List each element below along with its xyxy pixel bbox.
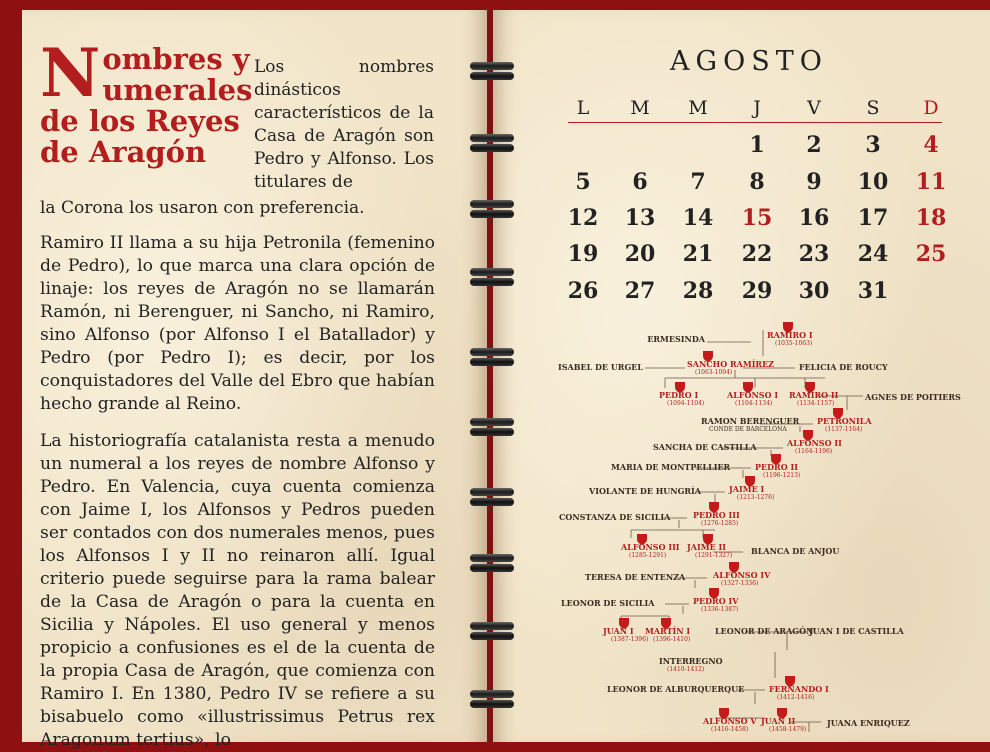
tree-person-alfonso3: ALFONSO III [621, 542, 680, 552]
calendar-month: AGOSTO [670, 46, 828, 77]
ring-loop [470, 488, 514, 496]
paragraph-1: Ramiro II llama a su hija Petronila (femenino de Pedro), lo que marca una clara opción de linaje: los reyes de Aragón no se llamarán Ramón, ni Berenguer, ni Sancho, ni Ramiro, sino Alfonso (por Alfonso I el Batallador) y Pedro (por Pedro I); es decir, por los conquistadores del Valle del Ebro que habían hecho grande al Reino. [40, 233, 436, 414]
calendar-day: 19 [567, 241, 599, 267]
tree-person-martin1: MARTÍN I [645, 626, 691, 636]
tree-reign-dates: (1285-1291) [629, 552, 667, 559]
ring-loop [470, 134, 514, 142]
spiral-ring [466, 130, 516, 156]
tree-person-pedro1: PEDRO I [659, 390, 699, 400]
ring-loop [470, 428, 514, 436]
tree-person-maria: MARIA DE MONTPELLIER [611, 462, 731, 472]
calendar-day: 4 [923, 132, 939, 158]
calendar-day: 10 [857, 169, 889, 195]
calendar-day: 27 [624, 278, 656, 304]
article-title [40, 34, 253, 169]
title-drop-cap: N [40, 34, 101, 112]
ring-loop [470, 200, 514, 208]
tree-person-juan-castilla: JUAN I DE CASTILLA [809, 626, 904, 636]
tree-person-leonor-sicilia: LEONOR DE SICILIA [561, 598, 655, 608]
tree-reign-dates: (1164-1196) [795, 448, 833, 455]
calendar-day: 13 [624, 205, 656, 231]
calendar-day: 8 [749, 169, 765, 195]
tree-reign-dates: (1094-1104) [667, 400, 705, 407]
ring-loop [470, 72, 514, 80]
calendar-day: 17 [857, 205, 889, 231]
tree-person-juana: JUANA ENRIQUEZ [827, 718, 910, 728]
tree-reign-dates: (1410-1412) [667, 666, 705, 673]
calendar-day: 25 [915, 241, 947, 267]
calendar-day: 12 [567, 205, 599, 231]
spiral-ring [466, 344, 516, 370]
spiral-ring [466, 686, 516, 712]
weekday-header: V [807, 97, 821, 119]
ring-loop [470, 348, 514, 356]
tree-person-alfonso2: ALFONSO II [787, 438, 842, 448]
weekday-header: M [688, 97, 708, 119]
calendar-day: 15 [741, 205, 773, 231]
calendar-day: 20 [624, 241, 656, 267]
calendar-day: 30 [798, 278, 830, 304]
calendar-day: 28 [682, 278, 714, 304]
tree-person-constanza: CONSTANZA DE SICILIA [559, 512, 671, 522]
spiral-ring [466, 550, 516, 576]
calendar-day: 6 [632, 169, 648, 195]
calendar-day: 9 [806, 169, 822, 195]
tree-reign-dates: (1396-1410) [653, 636, 691, 643]
tree-person-agnes: AGNES DE POITIERS [865, 392, 961, 402]
tree-reign-dates: (1416-1458) [711, 726, 749, 733]
ring-loop [470, 62, 514, 70]
ring-loop [470, 554, 514, 562]
ring-loop [470, 210, 514, 218]
ring-loop [470, 418, 514, 426]
spiral-ring [466, 58, 516, 84]
tree-person-pedro4: PEDRO IV [693, 596, 739, 606]
calendar-day: 22 [741, 241, 773, 267]
calendar-day: 2 [806, 132, 822, 158]
tree-reign-dates: (1213-1276) [737, 494, 775, 501]
tree-person-fernando1: FERNANDO I [769, 684, 829, 694]
tree-person-jaime2: JAIME II [687, 542, 726, 552]
title-line-2: umerales [102, 73, 253, 107]
tree-person-sancha: SANCHA DE CASTILLA [653, 442, 757, 452]
tree-person-interregno: INTERREGNO [659, 656, 723, 666]
ring-loop [470, 700, 514, 708]
calendar-day: 24 [857, 241, 889, 267]
tree-reign-dates: (1458-1479) [769, 726, 807, 733]
tree-reign-dates: (1327-1336) [721, 580, 759, 587]
tree-person-alfonso4: ALFONSO IV [713, 570, 771, 580]
tree-reign-dates: (1291-1327) [695, 552, 733, 559]
tree-person-ramiro2: RAMIRO II [789, 390, 839, 400]
intro-text: Los nombres dinásticos característicos de la Casa de Aragón son Pedro y Alfonso. Los titulares de [254, 57, 434, 192]
spiral-ring [466, 414, 516, 440]
calendar-day: 16 [798, 205, 830, 231]
spiral-ring [466, 264, 516, 290]
tree-person-felicia: FELICIA DE ROUCY [799, 362, 888, 372]
tree-person-isabel: ISABEL DE URGEL [558, 362, 643, 372]
tree-reign-dates: (1063-1094) [695, 369, 733, 376]
calendar-day: 29 [741, 278, 773, 304]
calendar-rule [568, 122, 942, 123]
tree-person-ramiro1: RAMIRO I [767, 330, 813, 340]
ring-loop [470, 690, 514, 698]
tree-nodes [558, 322, 961, 733]
weekday-header: D [923, 97, 939, 119]
tree-reign-dates: (1035-1063) [775, 340, 813, 347]
tree-person-subtitle: CONDE DE BARCELONA [709, 426, 787, 433]
family-tree [555, 312, 965, 742]
calendar-day: 31 [857, 278, 889, 304]
calendar-day: 18 [915, 205, 947, 231]
title-line-1: ombres y [102, 42, 250, 76]
calendar-day: 21 [682, 241, 714, 267]
calendar-day: 5 [575, 169, 591, 195]
spiral-ring [466, 618, 516, 644]
weekday-header: M [630, 97, 650, 119]
tree-reign-dates: (1104-1134) [735, 400, 773, 407]
calendar-day: 3 [865, 132, 881, 158]
calendar-day: 26 [567, 278, 599, 304]
tree-reign-dates: (1137-1164) [825, 426, 863, 433]
calendar-day: 14 [682, 205, 714, 231]
ring-loop [470, 144, 514, 152]
weekday-header: J [753, 97, 761, 119]
weekday-header: L [576, 97, 590, 119]
tree-person-jaime1: JAIME I [729, 484, 765, 494]
tree-person-blanca: BLANCA DE ANJOU [751, 546, 840, 556]
calendar-day: 11 [915, 169, 947, 195]
tree-person-teresa: TERESA DE ENTENZA [585, 572, 686, 582]
tree-person-pedro3: PEDRO III [693, 510, 740, 520]
tree-person-petronila: PETRONILA [817, 416, 872, 426]
tree-person-pedro2: PEDRO II [755, 462, 798, 472]
spiral-ring [466, 484, 516, 510]
ring-loop [470, 358, 514, 366]
calendar-day: 23 [798, 241, 830, 267]
tree-person-leonor-alburquerque: LEONOR DE ALBURQUERQUE [607, 684, 745, 694]
calendar-day: 1 [749, 132, 765, 158]
ring-loop [470, 278, 514, 286]
weekday-header: S [866, 97, 880, 119]
tree-person-juan1: JUAN I [603, 626, 634, 636]
tree-reign-dates: (1276-1285) [701, 520, 739, 527]
tree-reign-dates: (1412-1416) [777, 694, 815, 701]
tree-reign-dates: (1196-1213) [763, 472, 801, 479]
ring-loop [470, 564, 514, 572]
spiral-ring [466, 196, 516, 222]
tree-reign-dates: (1336-1387) [701, 606, 739, 613]
intro-text-tail: la Corona los usaron con preferencia. [40, 198, 365, 218]
tree-person-ramon: RAMON BERENGUER [701, 416, 800, 426]
tree-person-ermesinda: ERMESINDA [647, 334, 705, 344]
tree-person-juan2: JUAN II [761, 716, 796, 726]
tree-person-leonor-aragon: LEONOR DE ARAGÓN [715, 626, 814, 636]
tree-person-alfonso5: ALFONSO V [703, 716, 757, 726]
paragraph-2: La historiografía catalanista resta a menudo un numeral a los reyes de nombre Alfonso y Pedro. En Valencia, cuya cuenta comienza con Jaime I, los Alfonsos y Pedros pueden ser contados con dos numerales menos, pues los Alfonsos I y II no reinaron allí. Igual criterio puede seguirse para la rama balear de la Casa de Aragón o para la cuenta en Sicilia y Nápoles. El uso general y menos propicio a confusiones es el de la cuenta de la propia Casa de Aragón, que comienza con Ramiro I. En 1380, Pedro IV se refiere a su bisabuelo como «illustrissimus Petrus rex Aragonum tertius», lo [40, 431, 435, 750]
title-line-3: de los Reyes [40, 104, 240, 138]
calendar-day: 7 [690, 169, 706, 195]
ring-loop [470, 498, 514, 506]
tree-person-alfonso1: ALFONSO I [727, 390, 779, 400]
tree-reign-dates: (1134-1157) [797, 400, 835, 407]
title-line-4: de Aragón [40, 135, 207, 169]
ring-loop [470, 268, 514, 276]
tree-reign-dates: (1387-1396) [611, 636, 649, 643]
ring-loop [470, 632, 514, 640]
tree-person-violante: VIOLANTE DE HUNGRÍA [589, 486, 701, 496]
ring-loop [470, 622, 514, 630]
tree-person-sancho: SANCHO RAMÍREZ [687, 359, 775, 369]
